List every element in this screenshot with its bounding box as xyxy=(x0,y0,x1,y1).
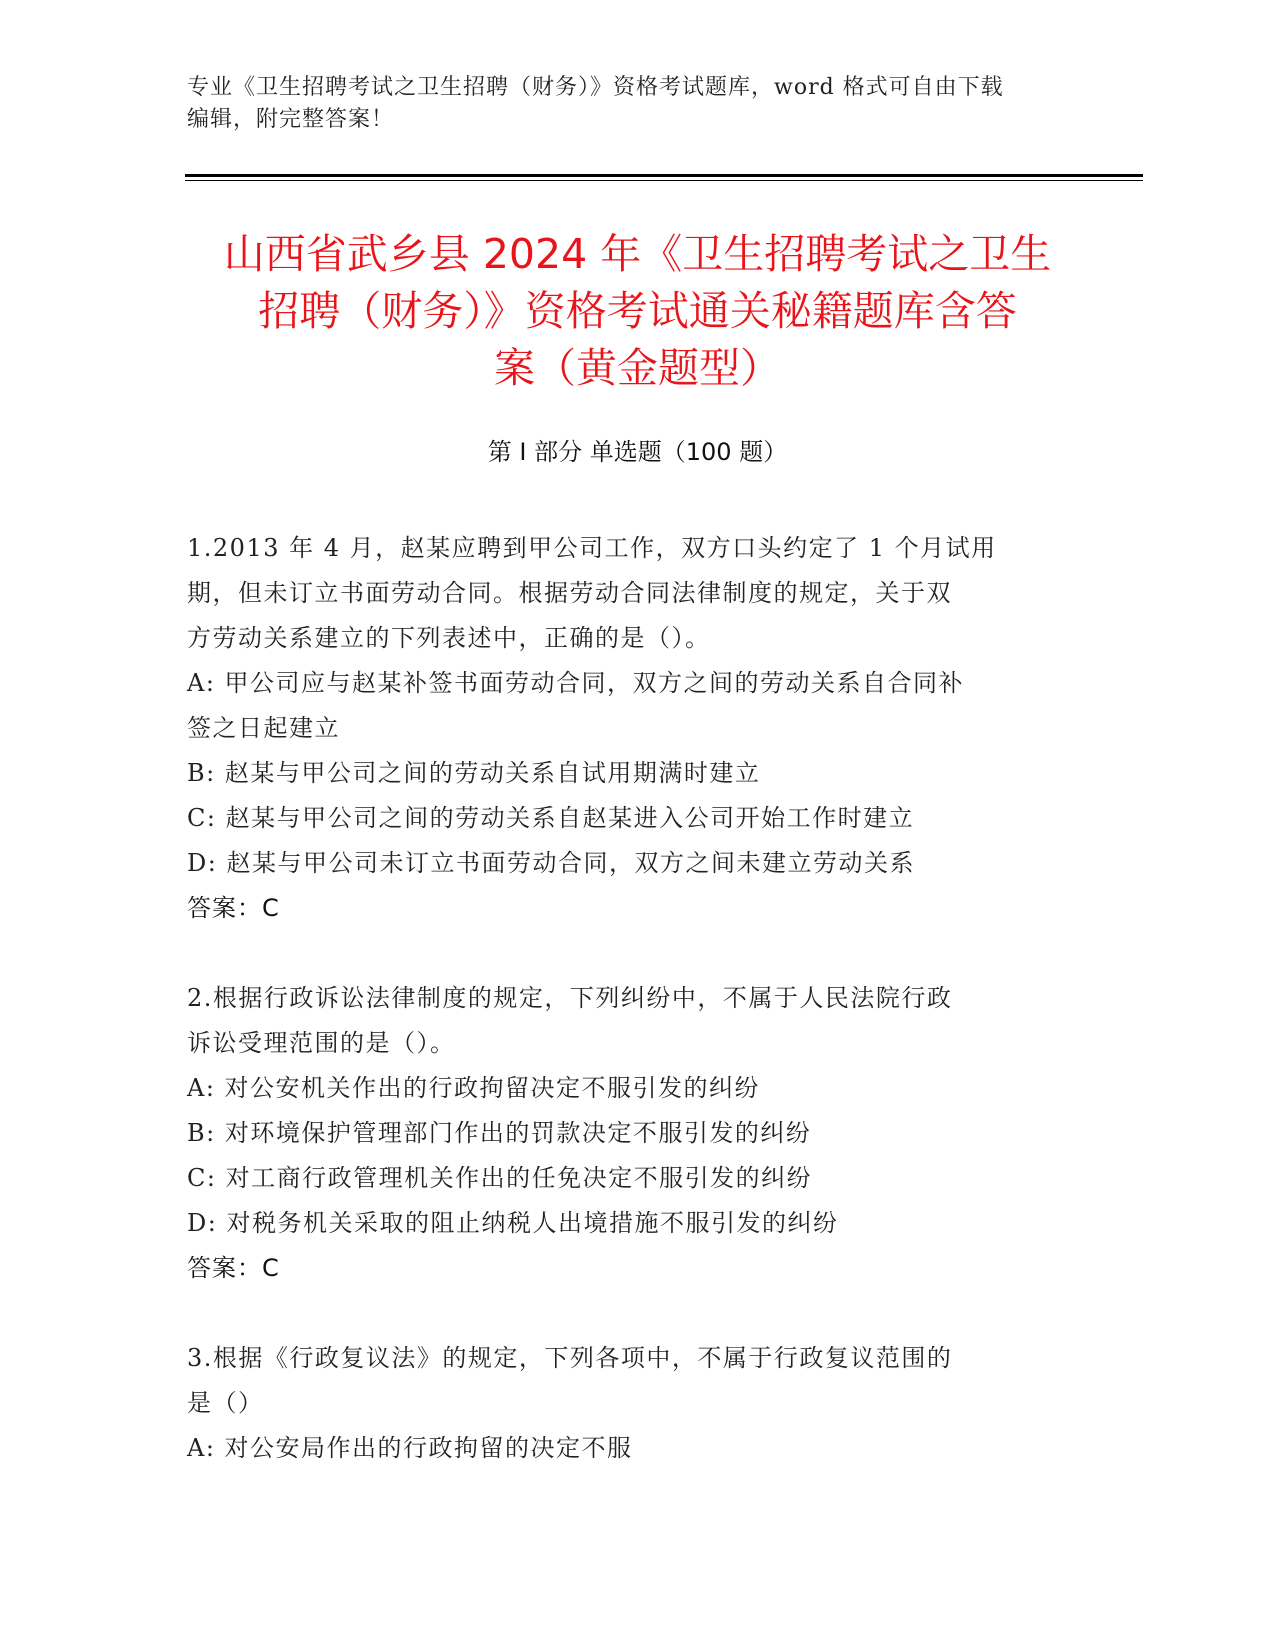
document-title xyxy=(150,226,1125,397)
question-item xyxy=(187,1336,1087,1471)
option-line: C: 对工商行政管理机关作出的任免决定不服引发的纠纷 xyxy=(187,1164,813,1192)
question-stem-line: 方劳动关系建立的下列表述中，正确的是（）。 xyxy=(187,624,711,652)
option-line: C: 赵某与甲公司之间的劳动关系自赵某进入公司开始工作时建立 xyxy=(187,804,915,832)
title-line: 案（黄金题型） xyxy=(494,344,781,392)
option-line: A: 对公安机关作出的行政拘留决定不服引发的纠纷 xyxy=(187,1074,761,1102)
header-divider-thin xyxy=(185,180,1143,181)
question-stem-line: 2.根据行政诉讼法律制度的规定，下列纠纷中，不属于人民法院行政 xyxy=(187,984,953,1012)
option-line: B: 赵某与甲公司之间的劳动关系自试用期满时建立 xyxy=(187,759,761,787)
question-stem-line: 期，但未订立书面劳动合同。根据劳动合同法律制度的规定，关于双 xyxy=(187,579,952,607)
option-line: B: 对环境保护管理部门作出的罚款决定不服引发的纠纷 xyxy=(187,1119,812,1147)
title-line: 招聘（财务）》资格考试通关秘籍题库含答 xyxy=(258,287,1017,335)
header-note-line: 专业《卫生招聘考试之卫生招聘（财务）》资格考试题库，word 格式可自由下载 xyxy=(187,75,1004,100)
header-note xyxy=(187,72,1087,136)
option-line: A: 甲公司应与赵某补签书面劳动合同，双方之间的劳动关系自合同补 xyxy=(187,669,965,697)
section-heading: 第 I 部分 单选题（100 题） xyxy=(487,438,788,466)
header-divider-thick xyxy=(185,174,1143,177)
question-item xyxy=(187,526,1087,931)
question-stem-line: 是（） xyxy=(187,1389,264,1417)
question-item xyxy=(187,976,1087,1291)
question-stem-line: 3.根据《行政复议法》的规定，下列各项中，不属于行政复议范围的 xyxy=(187,1344,953,1372)
question-stem-line: 诉讼受理范围的是（）。 xyxy=(187,1029,456,1057)
option-line: 签之日起建立 xyxy=(187,714,340,742)
option-line: D: 对税务机关采取的阻止纳税人出境措施不服引发的纠纷 xyxy=(187,1209,839,1237)
question-list xyxy=(187,526,1087,1516)
answer-line: 答案：C xyxy=(187,894,280,922)
option-line: A: 对公安局作出的行政拘留的决定不服 xyxy=(187,1434,633,1462)
question-stem-line: 1.2013 年 4 月，赵某应聘到甲公司工作，双方口头约定了 1 个月试用 xyxy=(187,534,997,562)
title-line: 山西省武乡县 2024 年《卫生招聘考试之卫生 xyxy=(223,230,1052,278)
answer-line: 答案：C xyxy=(187,1254,280,1282)
header-note-line: 编辑，附完整答案！ xyxy=(187,107,395,132)
option-line: D: 赵某与甲公司未订立书面劳动合同，双方之间未建立劳动关系 xyxy=(187,849,915,877)
